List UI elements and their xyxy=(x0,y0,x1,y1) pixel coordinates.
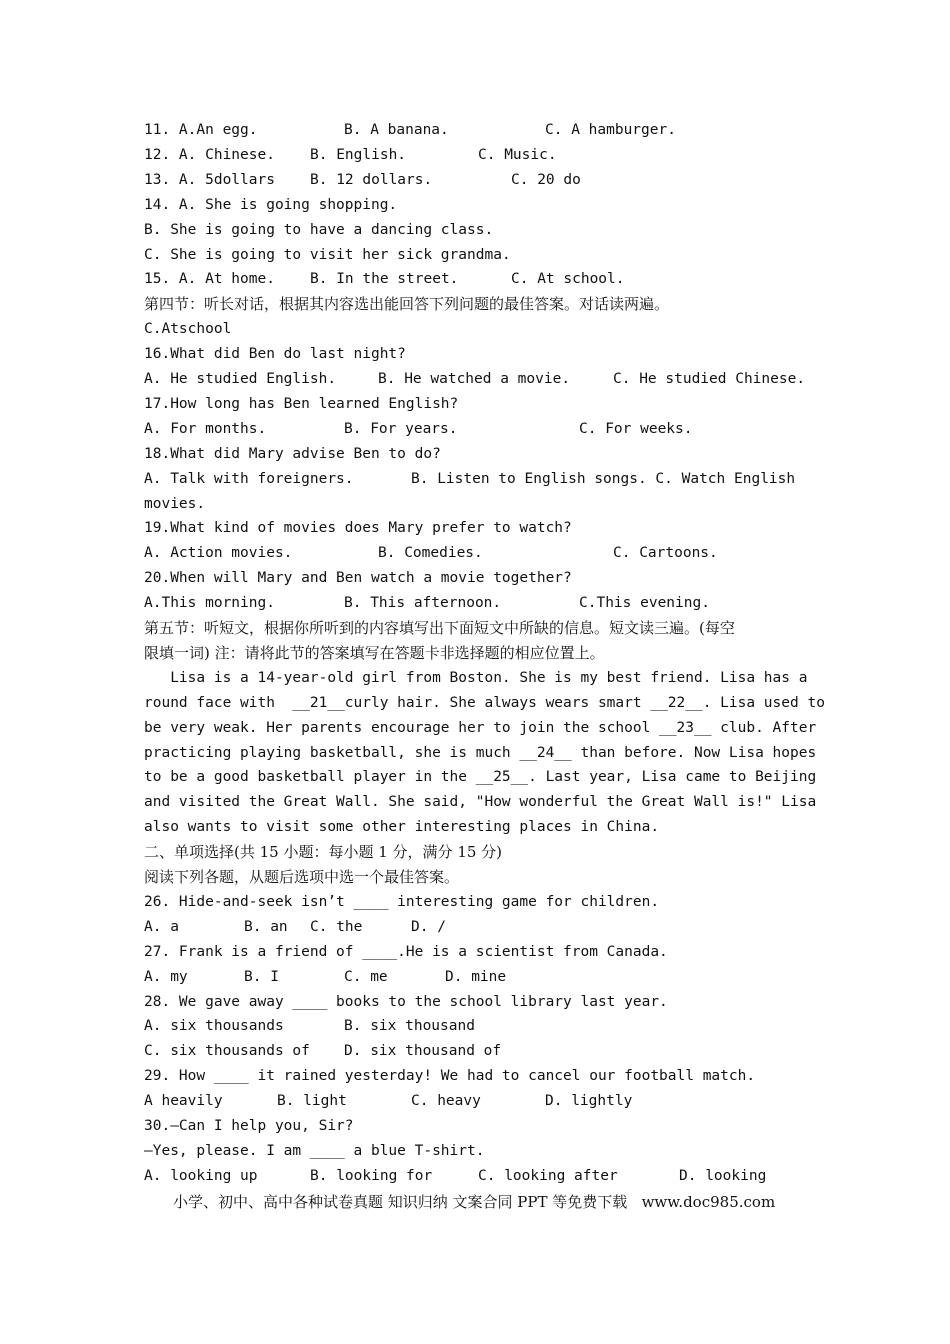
answer-option: C. 20 do xyxy=(511,171,581,188)
text-line xyxy=(144,1042,502,1060)
answer-option: C. the xyxy=(310,918,363,935)
line-text: 第四节：听长对话，根据其内容选出能回答下列问题的最佳答案。对话读两遍。 xyxy=(144,295,670,314)
text-line xyxy=(144,495,205,513)
text-line xyxy=(144,420,693,438)
answer-option: C. looking after xyxy=(478,1167,618,1184)
text-line xyxy=(144,918,446,936)
answer-option: C. Music. xyxy=(478,146,557,163)
answer-option: C.This evening. xyxy=(579,595,710,612)
answer-option: B. This afternoon. xyxy=(344,595,502,612)
line-text: 26. Hide-and-seek isn’t ____ interesting game for children. xyxy=(144,893,660,910)
text-line xyxy=(144,519,572,537)
line-text: C.Atschool xyxy=(144,321,232,338)
text-line xyxy=(144,320,231,338)
line-text: round face with __21__curly hair. She always wears smart __22__. Lisa used to xyxy=(144,694,825,711)
line-text: be very weak. Her parents encourage her to join the school __23__ club. After xyxy=(144,719,817,736)
text-line xyxy=(144,295,669,313)
line-text: 19.What kind of movies does Mary prefer to watch? xyxy=(144,520,572,537)
text-line xyxy=(144,993,668,1011)
line-text: and visited the Great Wall. She said, "How wonderful the Great Wall is!" Lisa xyxy=(144,794,817,811)
text-line xyxy=(144,968,507,986)
line-text: 二、单项选择(共 15 小题：每小题 1 分，满分 15 分) xyxy=(144,843,503,862)
text-line xyxy=(144,594,710,612)
answer-option: D. lightly xyxy=(545,1093,633,1110)
line-text: 13. A. 5dollars xyxy=(144,171,275,188)
answer-option: D. mine xyxy=(445,968,507,985)
line-text: 27. Frank is a friend of ____.He is a scientist from Canada. xyxy=(144,943,668,960)
text-line xyxy=(144,1117,354,1135)
page-footer: 小学、初中、高中各种试卷真题 知识归纳 文案合同 PPT 等免费下载 www.doc985.com xyxy=(173,1193,776,1211)
line-text: A heavily xyxy=(144,1093,223,1110)
answer-option: B. English. xyxy=(310,146,407,163)
text-line xyxy=(144,121,676,139)
text-line xyxy=(144,719,816,737)
text-line xyxy=(144,146,557,164)
line-text: movies. xyxy=(144,495,206,512)
line-text: 15. A. At home. xyxy=(144,271,275,288)
line-text: 29. How ____ it rained yesterday! We had to cancel our football match. xyxy=(144,1068,756,1085)
text-line xyxy=(144,1067,755,1085)
text-line xyxy=(144,818,659,836)
line-text: A. Action movies. xyxy=(144,545,293,562)
line-text: A. looking up xyxy=(144,1167,258,1184)
line-text: 17.How long has Ben learned English? xyxy=(144,395,459,412)
answer-option: B. an xyxy=(244,918,288,935)
text-line xyxy=(144,793,816,811)
answer-option: B. Listen to English songs. C. Watch English xyxy=(411,470,796,487)
line-text: Lisa is a 14-year-old girl from Boston. She is my best friend. Lisa has a xyxy=(144,669,808,686)
answer-option: B. Comedies. xyxy=(378,545,483,562)
text-line xyxy=(144,395,458,413)
line-text: 阅读下列各题，从题后选项中选一个最佳答案。 xyxy=(144,868,460,886)
answer-option: C. A hamburger. xyxy=(545,122,676,138)
line-text: A. my xyxy=(144,968,188,985)
text-line xyxy=(144,1092,633,1110)
answer-option: B. For years. xyxy=(344,420,458,437)
line-text: 30.—Can I help you, Sir? xyxy=(144,1118,354,1134)
answer-option: C. heavy xyxy=(411,1093,481,1110)
text-line xyxy=(144,768,816,786)
line-text: 28. We gave away ____ books to the school library last year. xyxy=(144,993,668,1010)
line-text: A. Talk with foreigners. xyxy=(144,470,354,487)
text-line xyxy=(144,171,581,189)
line-text: B. She is going to have a dancing class. xyxy=(144,221,494,238)
answer-option: C. He studied Chinese. xyxy=(613,371,806,387)
line-text: practicing playing basketball, she is much __24__ than before. Now Lisa hopes xyxy=(144,744,817,761)
answer-option: B. I xyxy=(244,968,279,985)
text-line xyxy=(144,943,668,961)
line-text: 20.When will Mary and Ben watch a movie together? xyxy=(144,570,572,587)
line-text: A. six thousands xyxy=(144,1018,284,1035)
answer-option: C. At school. xyxy=(511,271,625,288)
text-line xyxy=(144,445,441,463)
line-text: —Yes, please. I am ____ a blue T-shirt. xyxy=(144,1142,485,1159)
answer-option: B. looking for xyxy=(310,1167,433,1184)
text-line xyxy=(144,1017,475,1035)
text-line xyxy=(144,644,605,662)
answer-option: B. 12 dollars. xyxy=(310,171,433,188)
answer-option: D. looking xyxy=(679,1167,767,1184)
text-line xyxy=(144,470,796,488)
line-text: A. For months. xyxy=(144,420,267,437)
text-line xyxy=(144,893,659,911)
text-line xyxy=(144,843,502,861)
line-text: 第五节：听短文，根据你所听到的内容填写出下面短文中所缺的信息。短文读三遍。(每空 xyxy=(144,619,735,637)
text-line xyxy=(144,345,406,363)
answer-option: D. / xyxy=(411,918,446,935)
text-line xyxy=(144,246,511,264)
text-line xyxy=(144,370,806,388)
text-line xyxy=(144,196,397,214)
line-text: C. six thousands of xyxy=(144,1043,310,1060)
line-text: 16.What did Ben do last night? xyxy=(144,346,406,363)
answer-option: D. six thousand of xyxy=(344,1043,502,1060)
line-text: 18.What did Mary advise Ben to do? xyxy=(144,445,441,462)
text-line xyxy=(144,270,625,288)
answer-option: B. light xyxy=(277,1093,347,1110)
text-line xyxy=(144,619,735,637)
answer-option: C. me xyxy=(344,968,388,985)
line-text: 12. A. Chinese. xyxy=(144,146,275,163)
answer-option: C. For weeks. xyxy=(579,420,693,437)
text-line xyxy=(144,669,807,687)
answer-option: B. He watched a movie. xyxy=(378,371,571,387)
line-text: 14. A. She is going shopping. xyxy=(144,196,398,213)
text-line xyxy=(144,694,825,712)
answer-option: C. Cartoons. xyxy=(613,545,718,562)
text-line xyxy=(144,1142,484,1160)
answer-option: B. A banana. xyxy=(344,122,449,138)
line-text: C. She is going to visit her sick grandma. xyxy=(144,246,511,263)
answer-option: B. six thousand xyxy=(344,1018,475,1035)
line-text: 11. A.An egg. xyxy=(144,122,258,138)
text-line xyxy=(144,569,572,587)
text-line xyxy=(144,544,718,562)
line-text: A. a xyxy=(144,918,179,935)
text-line xyxy=(144,221,493,239)
line-text: also wants to visit some other interesting places in China. xyxy=(144,819,660,836)
line-text: to be a good basketball player in the __25__. Last year, Lisa came to Beijing xyxy=(144,769,817,786)
text-line xyxy=(144,868,459,886)
text-line xyxy=(144,1167,767,1185)
answer-option: B. In the street. xyxy=(310,271,459,288)
line-text: 限填一词) 注：请将此节的答案填写在答题卡非选择题的相应位置上。 xyxy=(144,643,605,662)
line-text: A. He studied English. xyxy=(144,371,337,387)
text-line xyxy=(144,744,816,762)
line-text: A.This morning. xyxy=(144,595,275,612)
